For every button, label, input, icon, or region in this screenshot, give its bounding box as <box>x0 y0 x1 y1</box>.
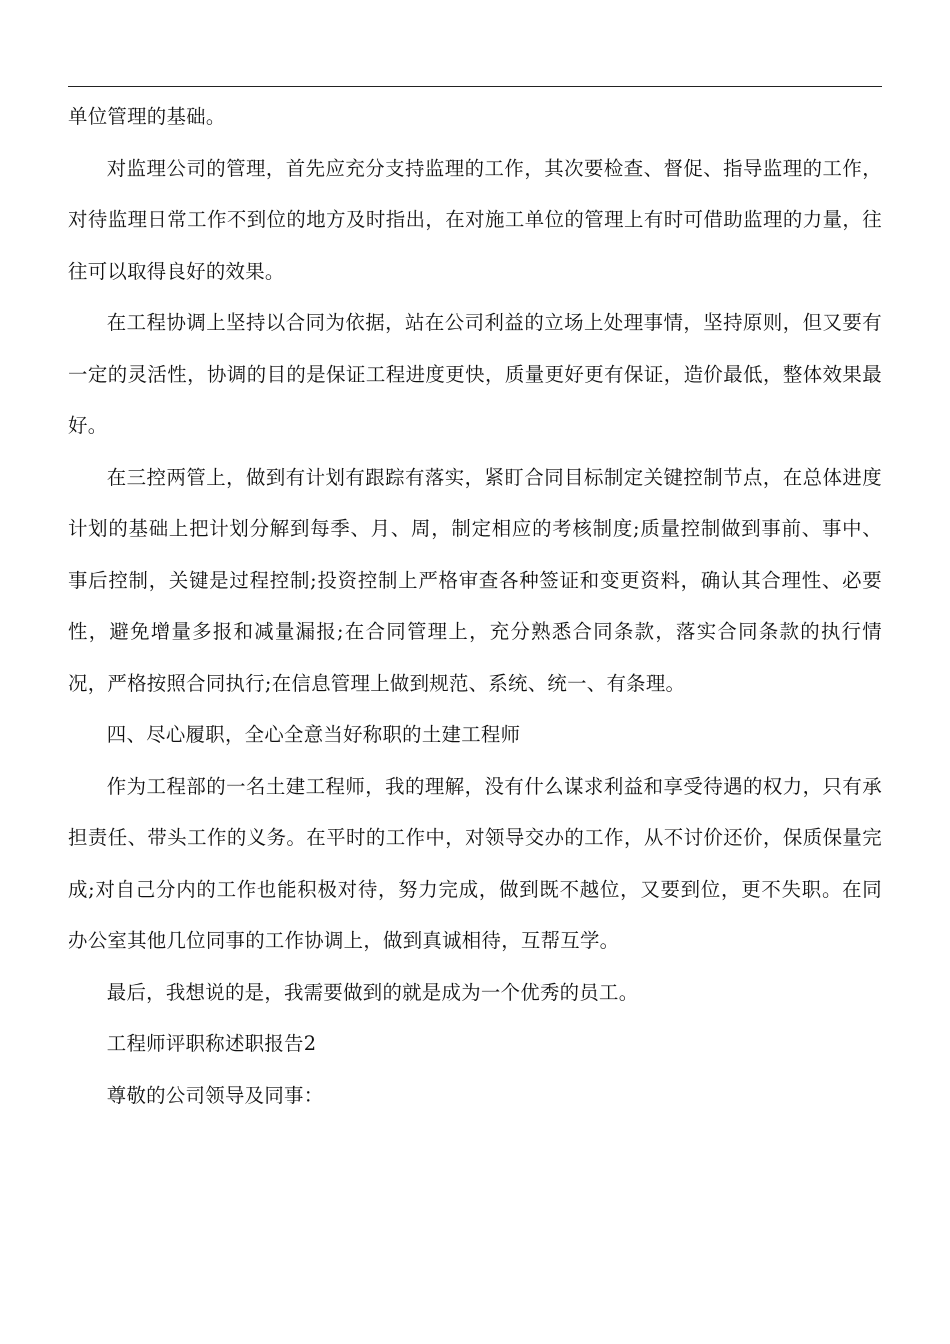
paragraph-closing-remark: 最后，我想说的是，我需要做到的就是成为一个优秀的员工。 <box>106 980 639 1004</box>
header-rule <box>68 86 882 87</box>
paragraph-three-controls-two-managements: 在三控两管上，做到有计划有跟踪有落实，紧盯合同目标制定关键控制节点，在总体进度计划的基础上把计划分解到每季、月、周，制定相应的考核制度;质量控制做到事前、事中、事后控制，关键是过程控制;投资控制上严格审查各种签证和变更资料，确认其合理性、必要性，避免增量多报和减量漏报;在合同管理上，充分熟悉合同条款，落实合同条款的执行情况，严格按照合同执行;在信息管理上做到规范、系统、统一、有条理。 <box>68 465 882 695</box>
paragraph-civil-engineer-role: 作为工程部的一名土建工程师，我的理解，没有什么谋求利益和享受待遇的权力，只有承担责任、带头工作的义务。在平时的工作中，对领导交办的工作，从不讨价还价，保质保量完成;对自己分内的工作也能积极对待，努力完成，做到既不越位，又要到位，更不失职。在同办公室其他几位同事的工作协调上，做到真诚相待，互帮互学。 <box>68 774 882 952</box>
report-title-2: 工程师评职称述职报告2 <box>106 1032 317 1055</box>
salutation: 尊敬的公司领导及同事： <box>106 1083 324 1107</box>
paragraph-supervision-management: 对监理公司的管理，首先应充分支持监理的工作，其次要检查、督促、指导监理的工作，对待监理日常工作不到位的地方及时指出，在对施工单位的管理上有时可借助监理的力量，往往可以取得良好的效果。 <box>68 156 882 283</box>
section-heading-four: 四、尽心履职，全心全意当好称职的土建工程师 <box>106 723 521 746</box>
document-body <box>68 91 882 1121</box>
paragraph-continuation: 单位管理的基础。 <box>68 105 226 128</box>
paragraph-project-coordination: 在工程协调上坚持以合同为依据，站在公司利益的立场上处理事情，坚持原则，但又要有一定的灵活性，协调的目的是保证工程进度更快，质量更好更有保证，造价最低，整体效果最好。 <box>68 311 882 437</box>
